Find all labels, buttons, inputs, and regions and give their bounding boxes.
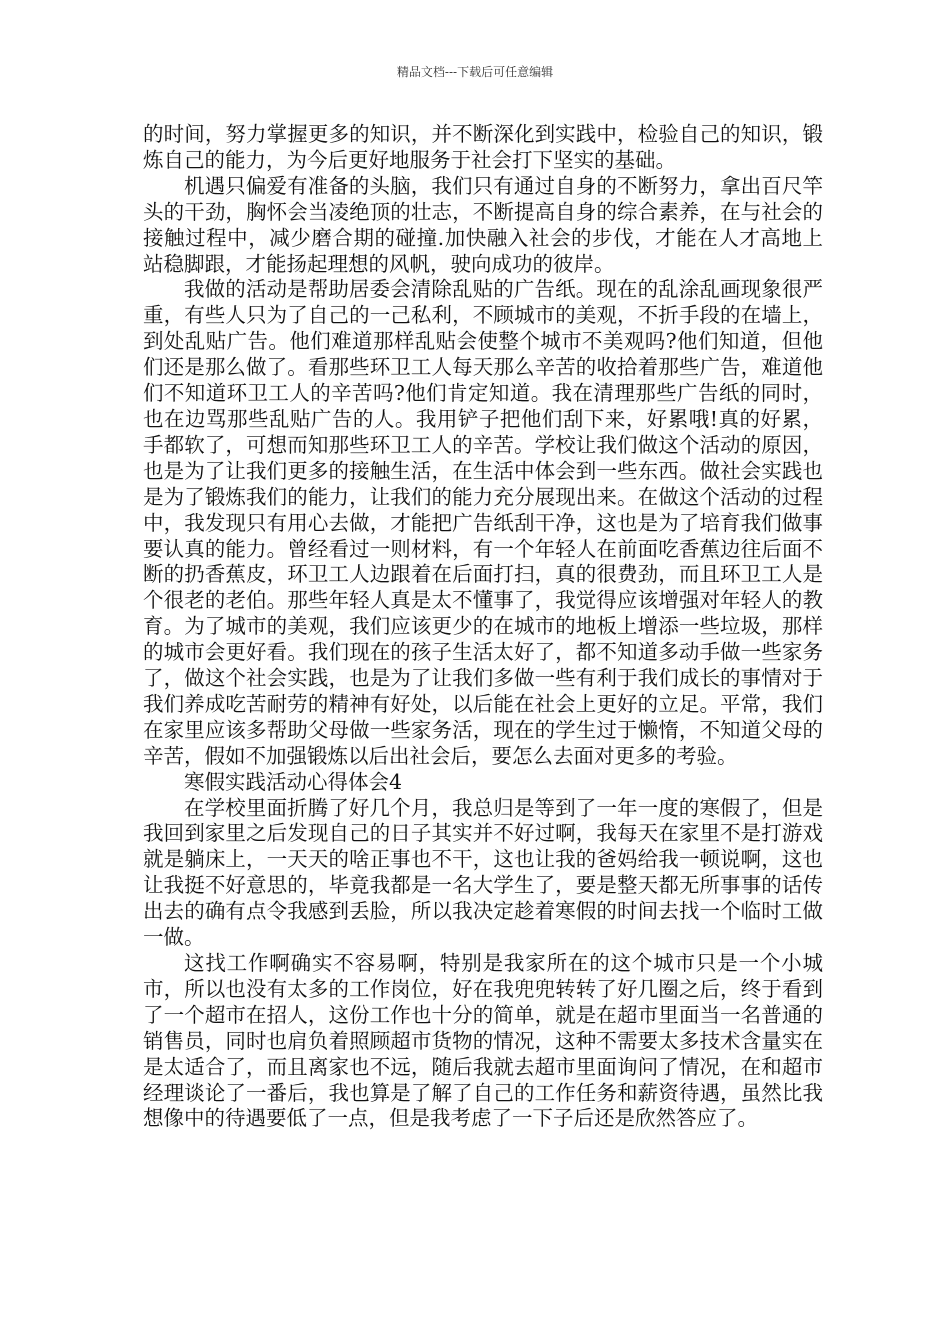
section-heading: 寒假实践活动心得体会4: [184, 769, 403, 794]
paragraph-5: 这找工作啊确实不容易啊，特别是我家所在的这个城市只是一个小城市，所以也没有太多的工作岗位，好在我兜兜转转了好几圈之后，终于看到了一个超市在招人，这份工作也十分的简单，就是在超市里面当一名普通的销售员，同时也肩负着照顾超市货物的情况，这种不需要太多技术含量实在是太适合了，而且离家也不远，随后我就去超市里面询问了情况，在和超市经理谈论了一番后，我也算是了解了自己的工作任务和薪资待遇，虽然比我想像中的待遇要低了一点，但是我考虑了一下子后还是欣然答应了。: [143, 951, 823, 1131]
paragraph-2: 机遇只偏爱有准备的头脑，我们只有通过自身的不断努力，拿出百尺竿头的干劲，胸怀会当凌绝顶的壮志，不断提高自身的综合素养，在与社会的接触过程中，减少磨合期的碰撞.加快融入社会的步伐，才能在人才高地上站稳脚跟，才能扬起理想的风帆，驶向成功的彼岸。: [143, 173, 823, 276]
document-body: [143, 122, 823, 1132]
page-header: 精品文档---下载后可任意编辑: [396, 65, 554, 79]
paragraph-4: 在学校里面折腾了好几个月，我总归是等到了一年一度的寒假了，但是我回到家里之后发现自己的日子其实并不好过啊，我每天在家里不是打游戏就是躺床上，一天天的啥正事也不干，这也让我的爸妈给我一顿说啊，这也让我挺不好意思的，毕竟我都是一名大学生了，要是整天都无所事事的话传出去的确有点令我感到丢脸，所以我决定趁着寒假的时间去找一个临时工做一做。: [143, 795, 823, 950]
paragraph-1: 的时间，努力掌握更多的知识，并不断深化到实践中，检验自己的知识，锻炼自己的能力，为今后更好地服务于社会打下坚实的基础。: [143, 122, 823, 172]
paragraph-3: 我做的活动是帮助居委会清除乱贴的广告纸。现在的乱涂乱画现象很严重，有些人只为了自己的一己私利，不顾城市的美观，不折手段的在墙上，到处乱贴广告。他们难道那样乱贴会使整个城市不美观吗?他们知道，但他们还是那么做了。看那些环卫工人每天那么辛苦的收拾着那些广告，难道他们不知道环卫工人的辛苦吗?他们肯定知道。我在清理那些广告纸的同时，也在边骂那些乱贴广告的人。我用铲子把他们刮下来，好累哦!真的好累，手都软了，可想而知那些环卫工人的辛苦。学校让我们做这个活动的原因，也是为了让我们更多的接触生活，在生活中体会到一些东西。做社会实践也是为了锻炼我们的能力，让我们的能力充分展现出来。在做这个活动的过程中，我发现只有用心去做，才能把广告纸刮干净，这也是为了培育我们做事要认真的能力。曾经看过一则材料，有一个年轻人在前面吃香蕉边往后面不断的扔香蕉皮，环卫工人边跟着在后面打扫，真的很费劲，而且环卫工人是个很老的老伯。那些年轻人真是太不懂事了，我觉得应该增强对年轻人的教育。为了城市的美观，我们应该更少的在城市的地板上增添一些垃圾，那样的城市会更好看。我们现在的孩子生活太好了，都不知道多动手做一些家务了，做这个社会实践，也是为了让我们多做一些有利于我们成长的事情对于我们养成吃苦耐劳的精神有好处，以后能在社会上更好的立足。平常，我们在家里应该多帮助父母做一些家务活，现在的学生过于懒惰，不知道父母的辛苦，假如不加强锻炼以后出社会后，要怎么去面对更多的考验。: [143, 277, 823, 768]
